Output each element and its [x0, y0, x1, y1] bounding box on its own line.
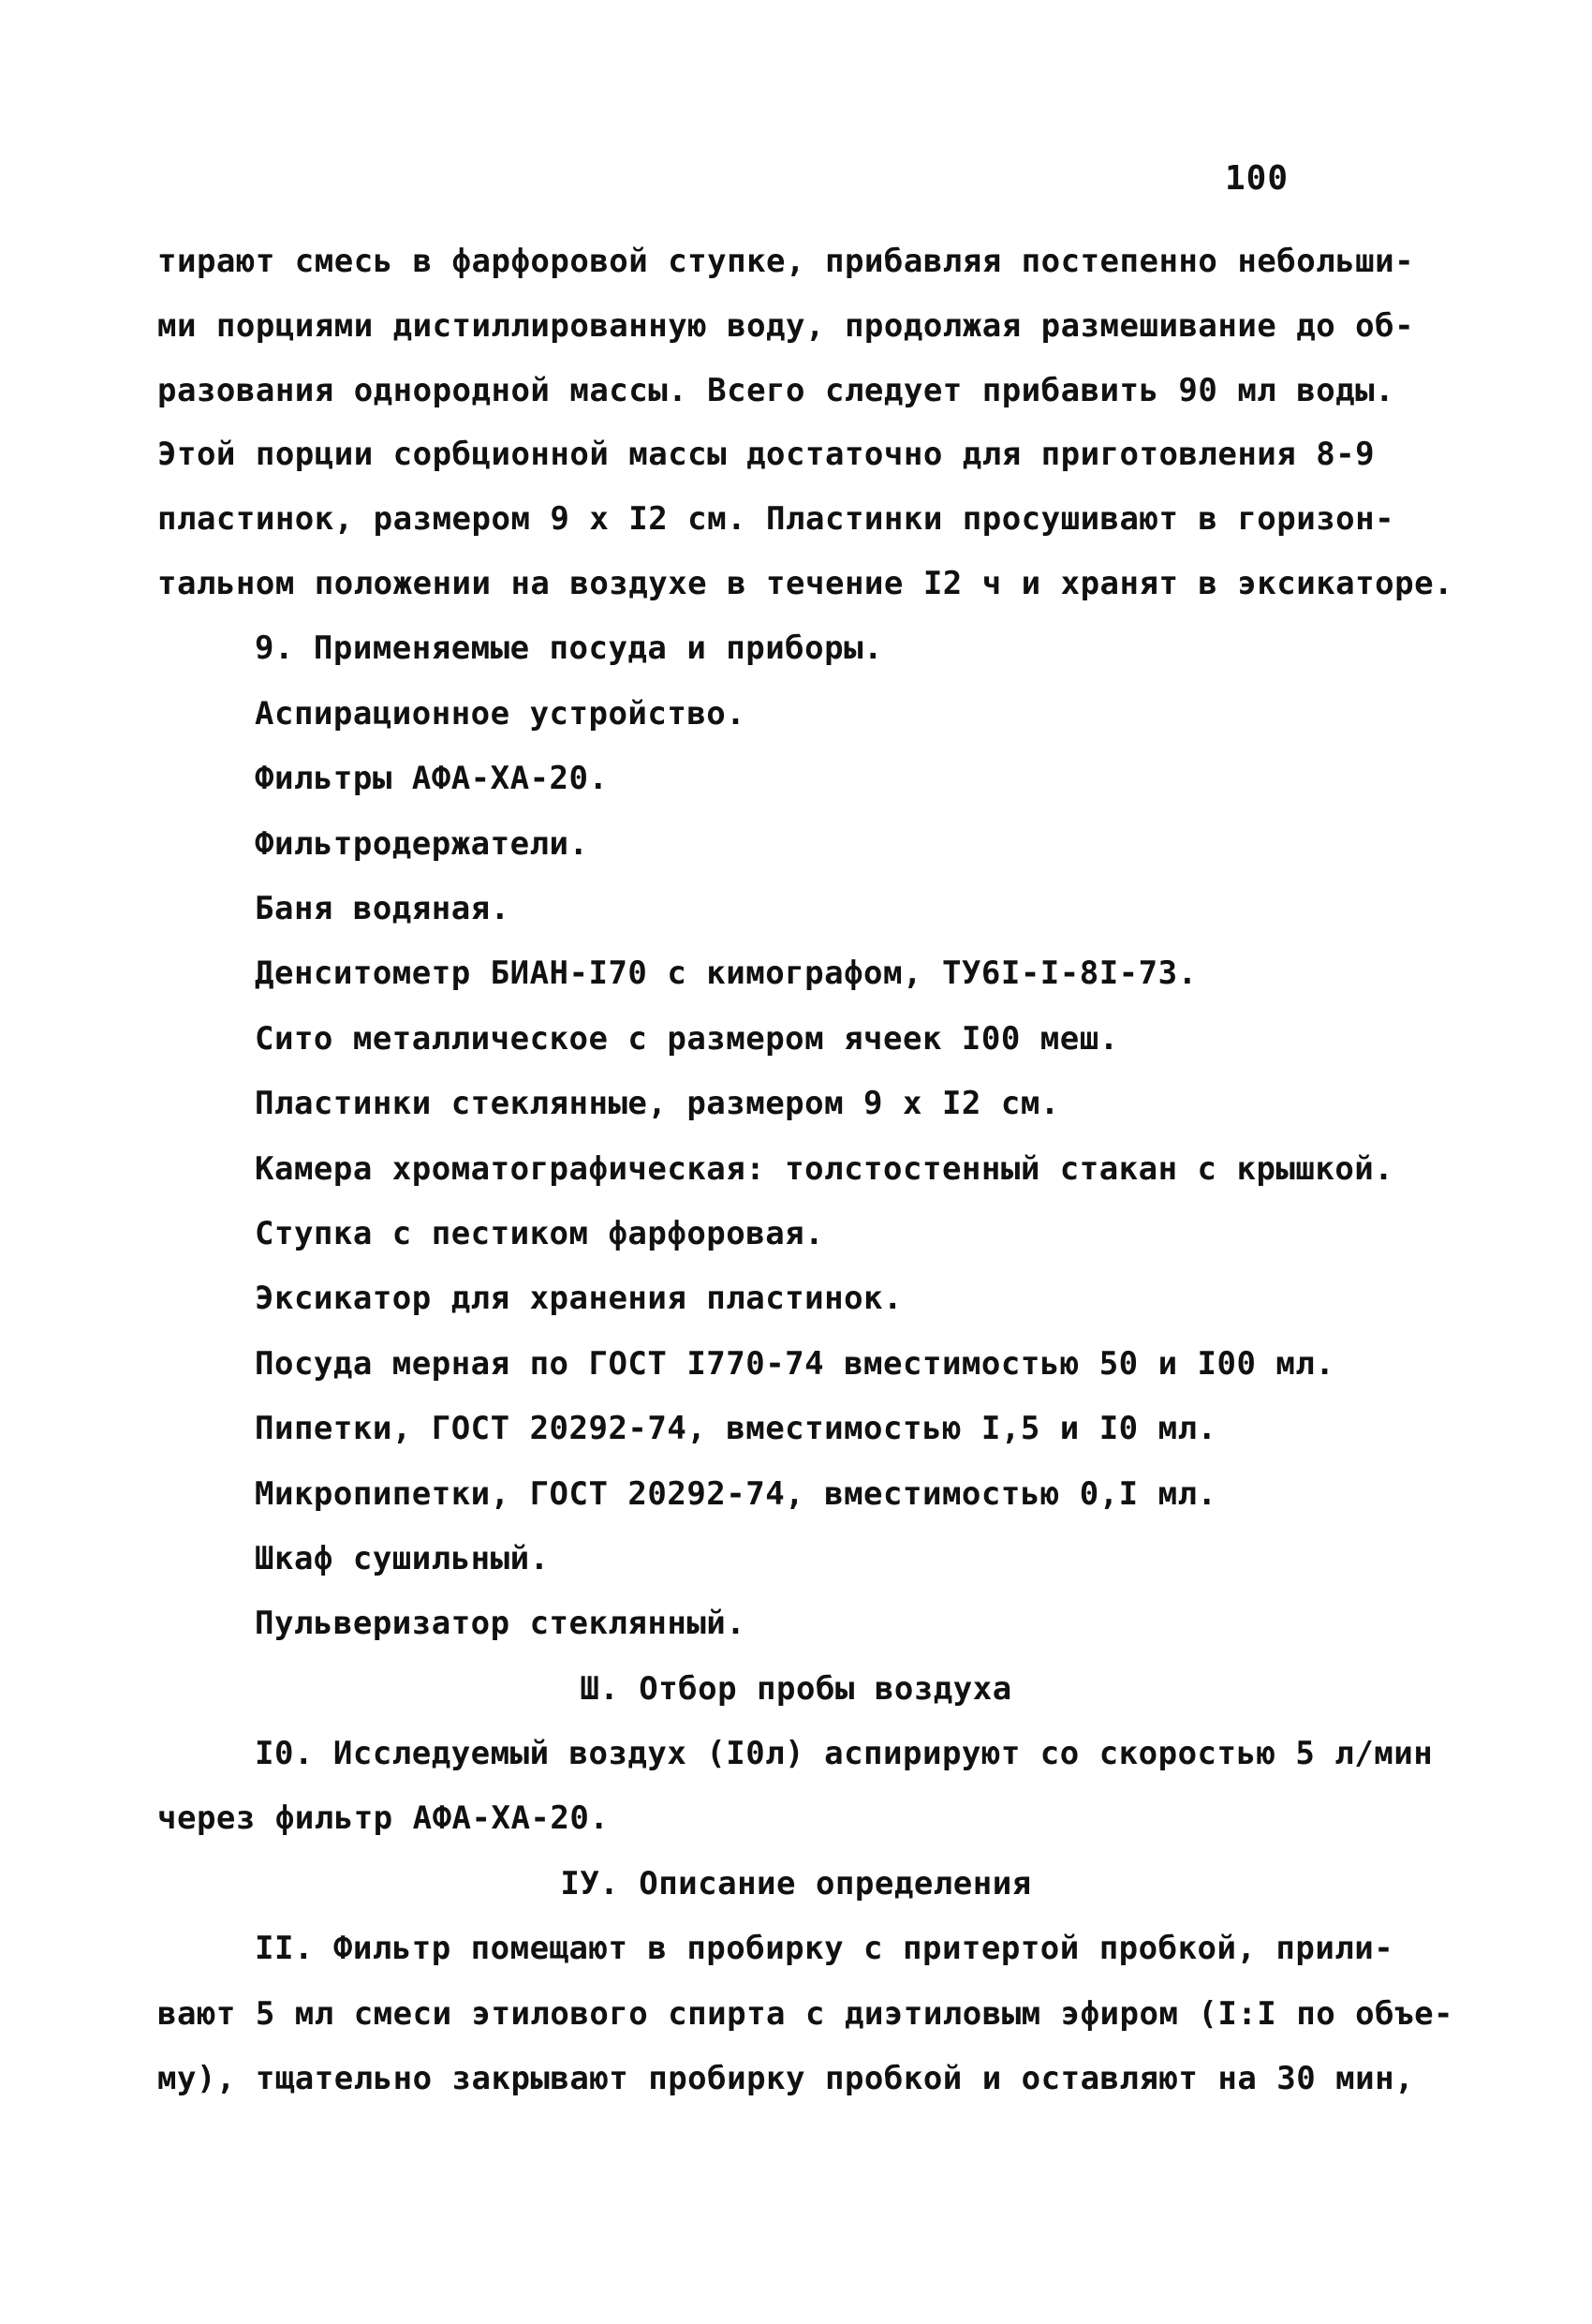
list-item: Пипетки, ГОСТ 20292-74, вместимостью I,5 и I0 мл. [255, 1410, 1217, 1447]
paragraph-line: II. Фильтр помещают в пробирку с притертой пробкой, прили- [255, 1930, 1394, 1967]
section-heading: IУ. Описание определения [560, 1865, 1032, 1902]
section-heading: Ш. Отбор пробы воздуха [580, 1670, 1012, 1708]
paragraph-line: Этой порции сорбционной массы достаточно для приготовления 8-9 [157, 436, 1376, 473]
list-item: Денситометр БИАН-I70 с кимографом, ТУ6I-I-8I-73. [255, 955, 1198, 992]
list-item: Посуда мерная по ГОСТ I770-74 вместимостью 50 и I00 мл. [255, 1345, 1335, 1383]
paragraph-line: му), тщательно закрывают пробирку пробкой и оставляют на 30 мин, [157, 2060, 1415, 2097]
list-item: Камера хроматографическая: толстостенный стакан с крышкой. [255, 1150, 1394, 1188]
section-heading: 9. Применяемые посуда и приборы. [255, 629, 884, 667]
paragraph-line: вают 5 мл смеси этилового спирта с диэтиловым эфиром (I:I по объе- [157, 1995, 1454, 2033]
list-item: Фильтродержатели. [255, 825, 589, 863]
paragraph-line: через фильтр АФА-ХА-20. [157, 1799, 610, 1837]
paragraph-line: ми порциями дистиллированную воду, продолжая размешивание до об- [157, 307, 1415, 345]
paragraph-line: тирают смесь в фарфоровой ступке, прибавляя постепенно небольши- [157, 243, 1415, 280]
list-item: Баня водяная. [255, 890, 510, 927]
list-item: Пульверизатор стеклянный. [255, 1605, 746, 1642]
list-item: Фильтры АФА-ХА-20. [255, 760, 609, 797]
paragraph-line: тальном положении на воздухе в течение I2 ч и хранят в эксикаторе. [157, 565, 1454, 602]
list-item: Пластинки стеклянные, размером 9 х I2 см. [255, 1085, 1060, 1122]
page-number: 100 [1225, 159, 1290, 198]
list-item: Аспирационное устройство. [255, 695, 746, 733]
list-item: Ступка с пестиком фарфоровая. [255, 1215, 825, 1252]
paragraph-line: пластинок, размером 9 х I2 см. Пластинки просушивают в горизон- [157, 500, 1395, 538]
paragraph-line: I0. Исследуемый воздух (I0л) аспирируют со скоростью 5 л/мин [255, 1735, 1434, 1772]
list-item: Микропипетки, ГОСТ 20292-74, вместимостью 0,I мл. [255, 1475, 1217, 1513]
list-item: Шкаф сушильный. [255, 1540, 550, 1577]
paragraph-line: разования однородной массы. Всего следует прибавить 90 мл воды. [157, 372, 1395, 409]
list-item: Сито металлическое с размером ячеек I00 меш. [255, 1020, 1119, 1058]
list-item: Эксикатор для хранения пластинок. [255, 1280, 904, 1317]
